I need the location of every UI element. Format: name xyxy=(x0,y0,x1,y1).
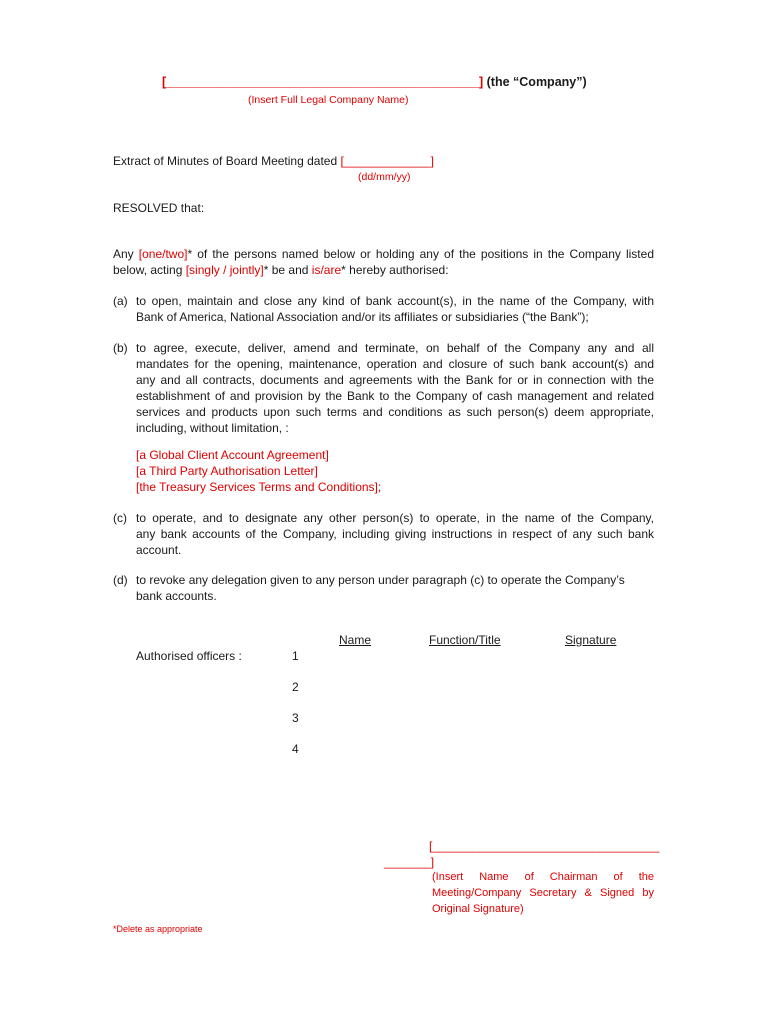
column-header-function: Function/Title xyxy=(429,633,501,647)
intro-option: is/are xyxy=(311,263,342,277)
column-header-name: Name xyxy=(339,633,372,647)
company-name-hint: (Insert Full Legal Company Name) xyxy=(248,94,409,106)
chairman-hint: (Insert Name of Chairman of the xyxy=(432,871,654,883)
clause-a-label: (a) xyxy=(113,294,128,308)
meeting-date-hint: (dd/mm/yy) xyxy=(358,171,411,183)
intro-text: * hereby authorised: xyxy=(341,263,449,277)
document-option: [a Third Party Authorisation Letter] xyxy=(136,464,318,478)
clause-c-line: to operate, and to designate any other person(s) to operate, in the name of the Company, xyxy=(136,511,654,525)
meeting-date-line xyxy=(113,153,434,169)
clause-d-line: to revoke any delegation given to any person under paragraph (c) to operate the Company’s xyxy=(136,573,625,587)
company-name-blank: [_____________________________________________] xyxy=(162,75,484,89)
company-suffix: (the “Company”) xyxy=(483,75,587,89)
intro-line-2 xyxy=(113,262,449,278)
officer-number: 4 xyxy=(292,742,299,756)
intro-text: * be and xyxy=(263,263,312,277)
officer-number: 3 xyxy=(292,711,299,725)
chairman-hint: Original Signature) xyxy=(432,903,524,915)
intro-text: Any xyxy=(113,247,139,261)
chairman-name-blank: [__________________________________ xyxy=(429,839,660,853)
footnote: *Delete as appropriate xyxy=(113,924,203,934)
clause-b-line: including, without limitation, : xyxy=(136,421,289,435)
chairman-name-blank: _______] xyxy=(384,855,435,869)
clause-b-label: (b) xyxy=(113,341,128,355)
document-option: [a Global Client Account Agreement] xyxy=(136,448,329,462)
clause-d-line: bank accounts. xyxy=(136,589,217,603)
clause-b-line: establishment of and provision by the Bank to the Company of cash management and related xyxy=(136,389,654,403)
meeting-date-blank: [_____________] xyxy=(340,154,434,168)
company-name-line xyxy=(162,74,587,90)
clause-a-line: Bank of America, National Association and/or its affiliates or subsidiaries (“the Bank”); xyxy=(136,310,589,324)
intro-line-1 xyxy=(113,246,654,262)
resolved-heading: RESOLVED that: xyxy=(113,201,205,215)
document-option: [the Treasury Services Terms and Conditions]; xyxy=(136,480,382,494)
clause-d-label: (d) xyxy=(113,573,128,587)
intro-option: [one/two] xyxy=(138,247,188,261)
clause-c-label: (c) xyxy=(113,511,127,525)
officer-number: 2 xyxy=(292,680,299,694)
chairman-hint: Meeting/Company Secretary & Signed by xyxy=(432,887,654,899)
clause-c-line: account. xyxy=(136,543,182,557)
clause-b-line: mandates for the opening, maintenance, operation and closure of such bank account(s) and xyxy=(136,357,654,371)
clause-b-line: any and all contracts, documents and agreements with the Bank for or in connection with the xyxy=(136,373,654,387)
authorised-officers-label: Authorised officers : xyxy=(136,649,242,663)
intro-text: below, acting xyxy=(113,263,186,277)
meeting-label: Extract of Minutes of Board Meeting dated xyxy=(113,154,341,168)
intro-text: * of the persons named below or holding any of the positions in the Company listed xyxy=(187,247,654,261)
column-header-signature: Signature xyxy=(565,633,617,647)
clause-a-line: to open, maintain and close any kind of bank account(s), in the name of the Company, with xyxy=(136,294,654,308)
clause-c-line: any bank accounts of the Company, including giving instructions in respect of any such bank xyxy=(136,527,654,541)
clause-b-line: to agree, execute, deliver, amend and terminate, on behalf of the Company any and all xyxy=(136,341,654,355)
clause-b-line: services and products upon such terms and conditions as such person(s) deem appropriate, xyxy=(136,405,654,419)
intro-option: [singly / jointly] xyxy=(185,263,264,277)
officer-number: 1 xyxy=(292,649,299,663)
